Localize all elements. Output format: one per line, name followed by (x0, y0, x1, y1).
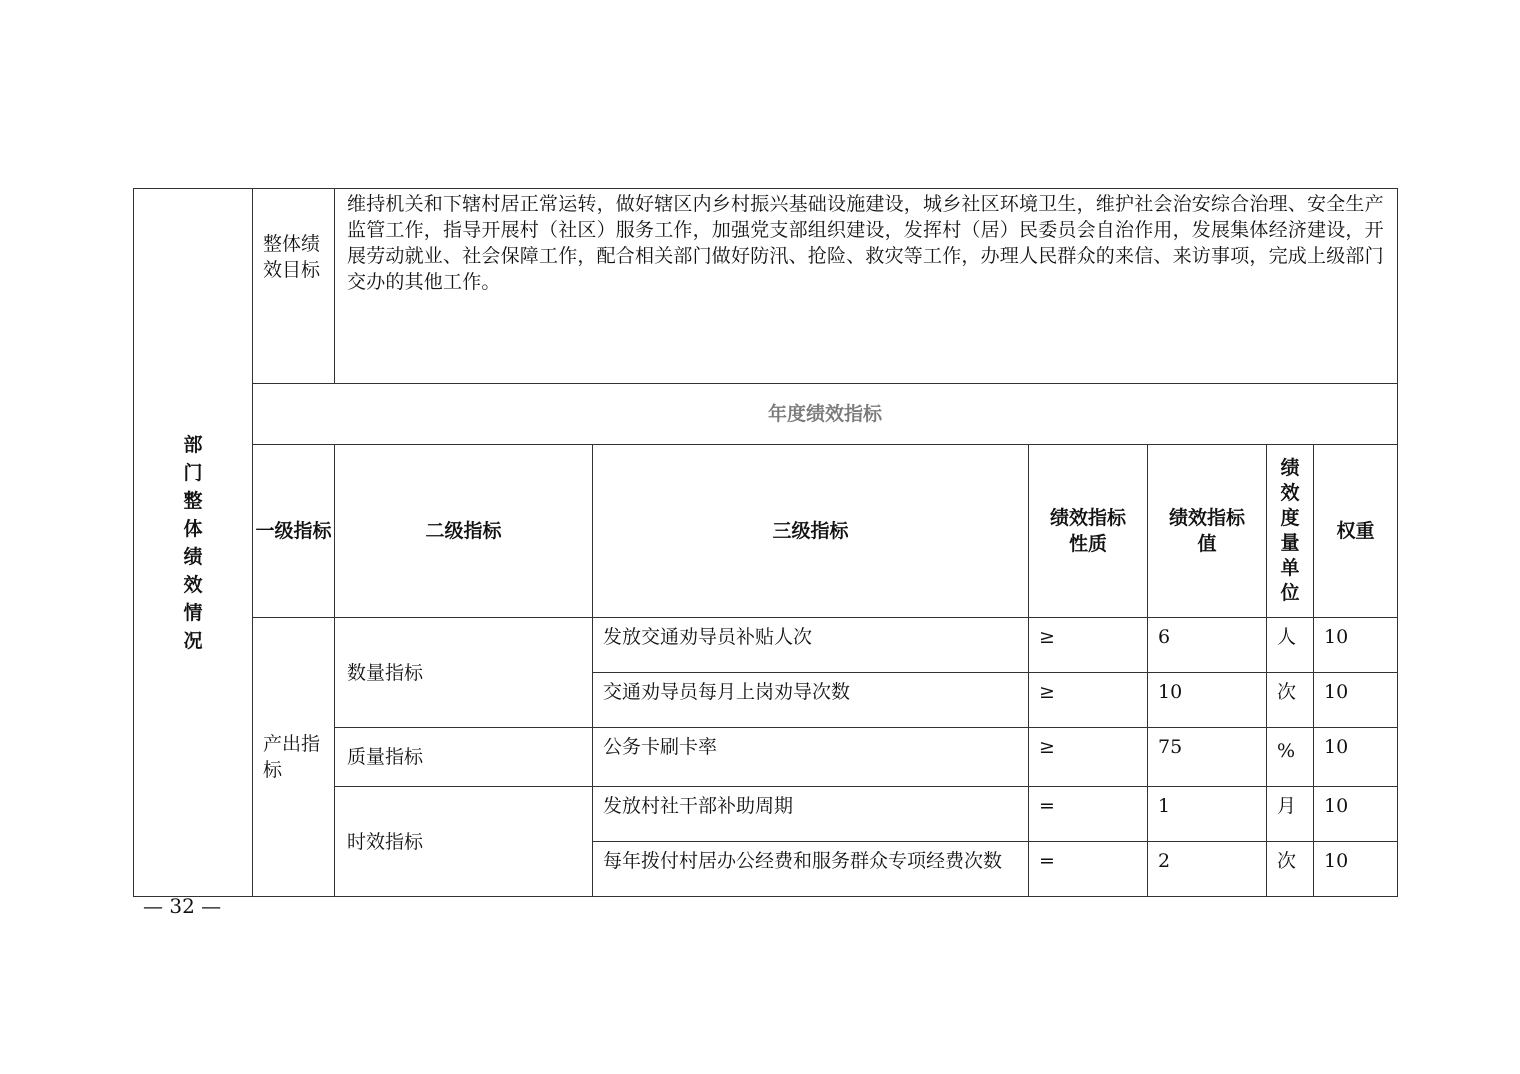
section-label-cell (134, 189, 253, 897)
unit-cell: 次 (1267, 842, 1314, 897)
performance-table (133, 188, 1398, 897)
goal-text: 维持机关和下辖村居正常运转，做好辖区内乡村振兴基础设施建设，城乡社区环境卫生，维护社会治安综合治理、安全生产监管工作，指导开展村（社区）服务工作，加强党支部组织建设，发挥村（居）民委员会自治作用，发展集体经济建设，开展劳动就业、社会保障工作，配合相关部门做好防汛、抢险、救灾等工作，办理人民群众的来信、来访事项，完成上级部门交办的其他工作。 (335, 189, 1398, 384)
value-cell: 10 (1148, 673, 1267, 728)
level2-cell: 数量指标 (335, 618, 593, 728)
unit-cell: 次 (1267, 673, 1314, 728)
value-cell: 6 (1148, 618, 1267, 673)
header-level2: 二级指标 (335, 445, 593, 618)
header-value: 绩效指标值 (1148, 445, 1267, 618)
level2-cell: 时效指标 (335, 787, 593, 897)
header-row (134, 445, 1398, 618)
unit-cell: 月 (1267, 787, 1314, 842)
goal-row (134, 189, 1398, 384)
weight-cell: 10 (1314, 787, 1398, 842)
page-number: — 32 — (143, 894, 222, 918)
level3-cell: 发放交通劝导员补贴人次 (593, 618, 1029, 673)
header-weight: 权重 (1314, 445, 1398, 618)
weight-cell: 10 (1314, 618, 1398, 673)
annual-title: 年度绩效指标 (253, 384, 1398, 445)
header-level1: 一级指标 (253, 445, 335, 618)
header-unit: 绩效度量单位 (1280, 457, 1300, 604)
level3-cell: 公务卡刷卡率 (593, 728, 1029, 787)
level3-cell: 发放村社干部补助周期 (593, 787, 1029, 842)
nature-cell: ≥ (1029, 728, 1148, 787)
weight-cell: 10 (1314, 728, 1398, 787)
nature-cell: ≥ (1029, 618, 1148, 673)
level3-cell: 交通劝导员每月上岗劝导次数 (593, 673, 1029, 728)
value-cell: 2 (1148, 842, 1267, 897)
weight-cell: 10 (1314, 673, 1398, 728)
header-unit-cell (1267, 445, 1314, 618)
unit-cell: 人 (1267, 618, 1314, 673)
section-label: 部门整体绩效情况 (183, 433, 203, 652)
nature-cell: = (1029, 842, 1148, 897)
level2-cell: 质量指标 (335, 728, 593, 787)
nature-cell: = (1029, 787, 1148, 842)
nature-cell: ≥ (1029, 673, 1148, 728)
level3-cell: 每年拨付村居办公经费和服务群众专项经费次数 (593, 842, 1029, 897)
annual-title-row (134, 384, 1398, 445)
level1-cell: 产出指标 (253, 618, 335, 897)
goal-label: 整体绩效目标 (253, 189, 335, 384)
value-cell: 75 (1148, 728, 1267, 787)
value-cell: 1 (1148, 787, 1267, 842)
header-level3: 三级指标 (593, 445, 1029, 618)
table-row (134, 618, 1398, 673)
unit-cell: % (1267, 728, 1314, 787)
header-nature: 绩效指标性质 (1029, 445, 1148, 618)
weight-cell: 10 (1314, 842, 1398, 897)
